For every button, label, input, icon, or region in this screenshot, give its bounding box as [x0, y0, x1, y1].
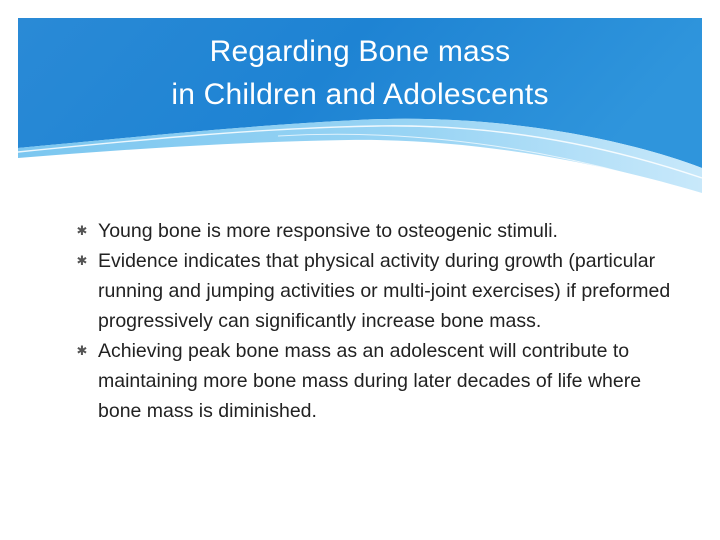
slide-title-line-2: in Children and Adolescents — [171, 78, 549, 111]
bullet-text: Achieving peak bone mass as an adolescent will contribute to maintaining more bone mass during later decades of life where bone mass is diminished. — [98, 340, 642, 422]
bullet-text: Young bone is more responsive to osteogenic stimuli. — [98, 220, 558, 242]
bullet-item — [75, 216, 675, 246]
bullet-item — [75, 246, 675, 336]
asterisk-bullet-icon: ✱ — [76, 223, 88, 238]
bullet-list — [75, 216, 675, 426]
bullet-item — [75, 336, 675, 426]
slide-title — [18, 30, 702, 116]
asterisk-bullet-icon: ✱ — [76, 343, 88, 358]
slide-title-line-1: Regarding Bone mass — [209, 35, 511, 68]
asterisk-bullet-icon: ✱ — [76, 253, 88, 268]
bullet-text: Evidence indicates that physical activity during growth (particular running and jumping activities or multi-joint exercises) if preformed progressively can significantly increase bone mass. — [98, 250, 671, 332]
